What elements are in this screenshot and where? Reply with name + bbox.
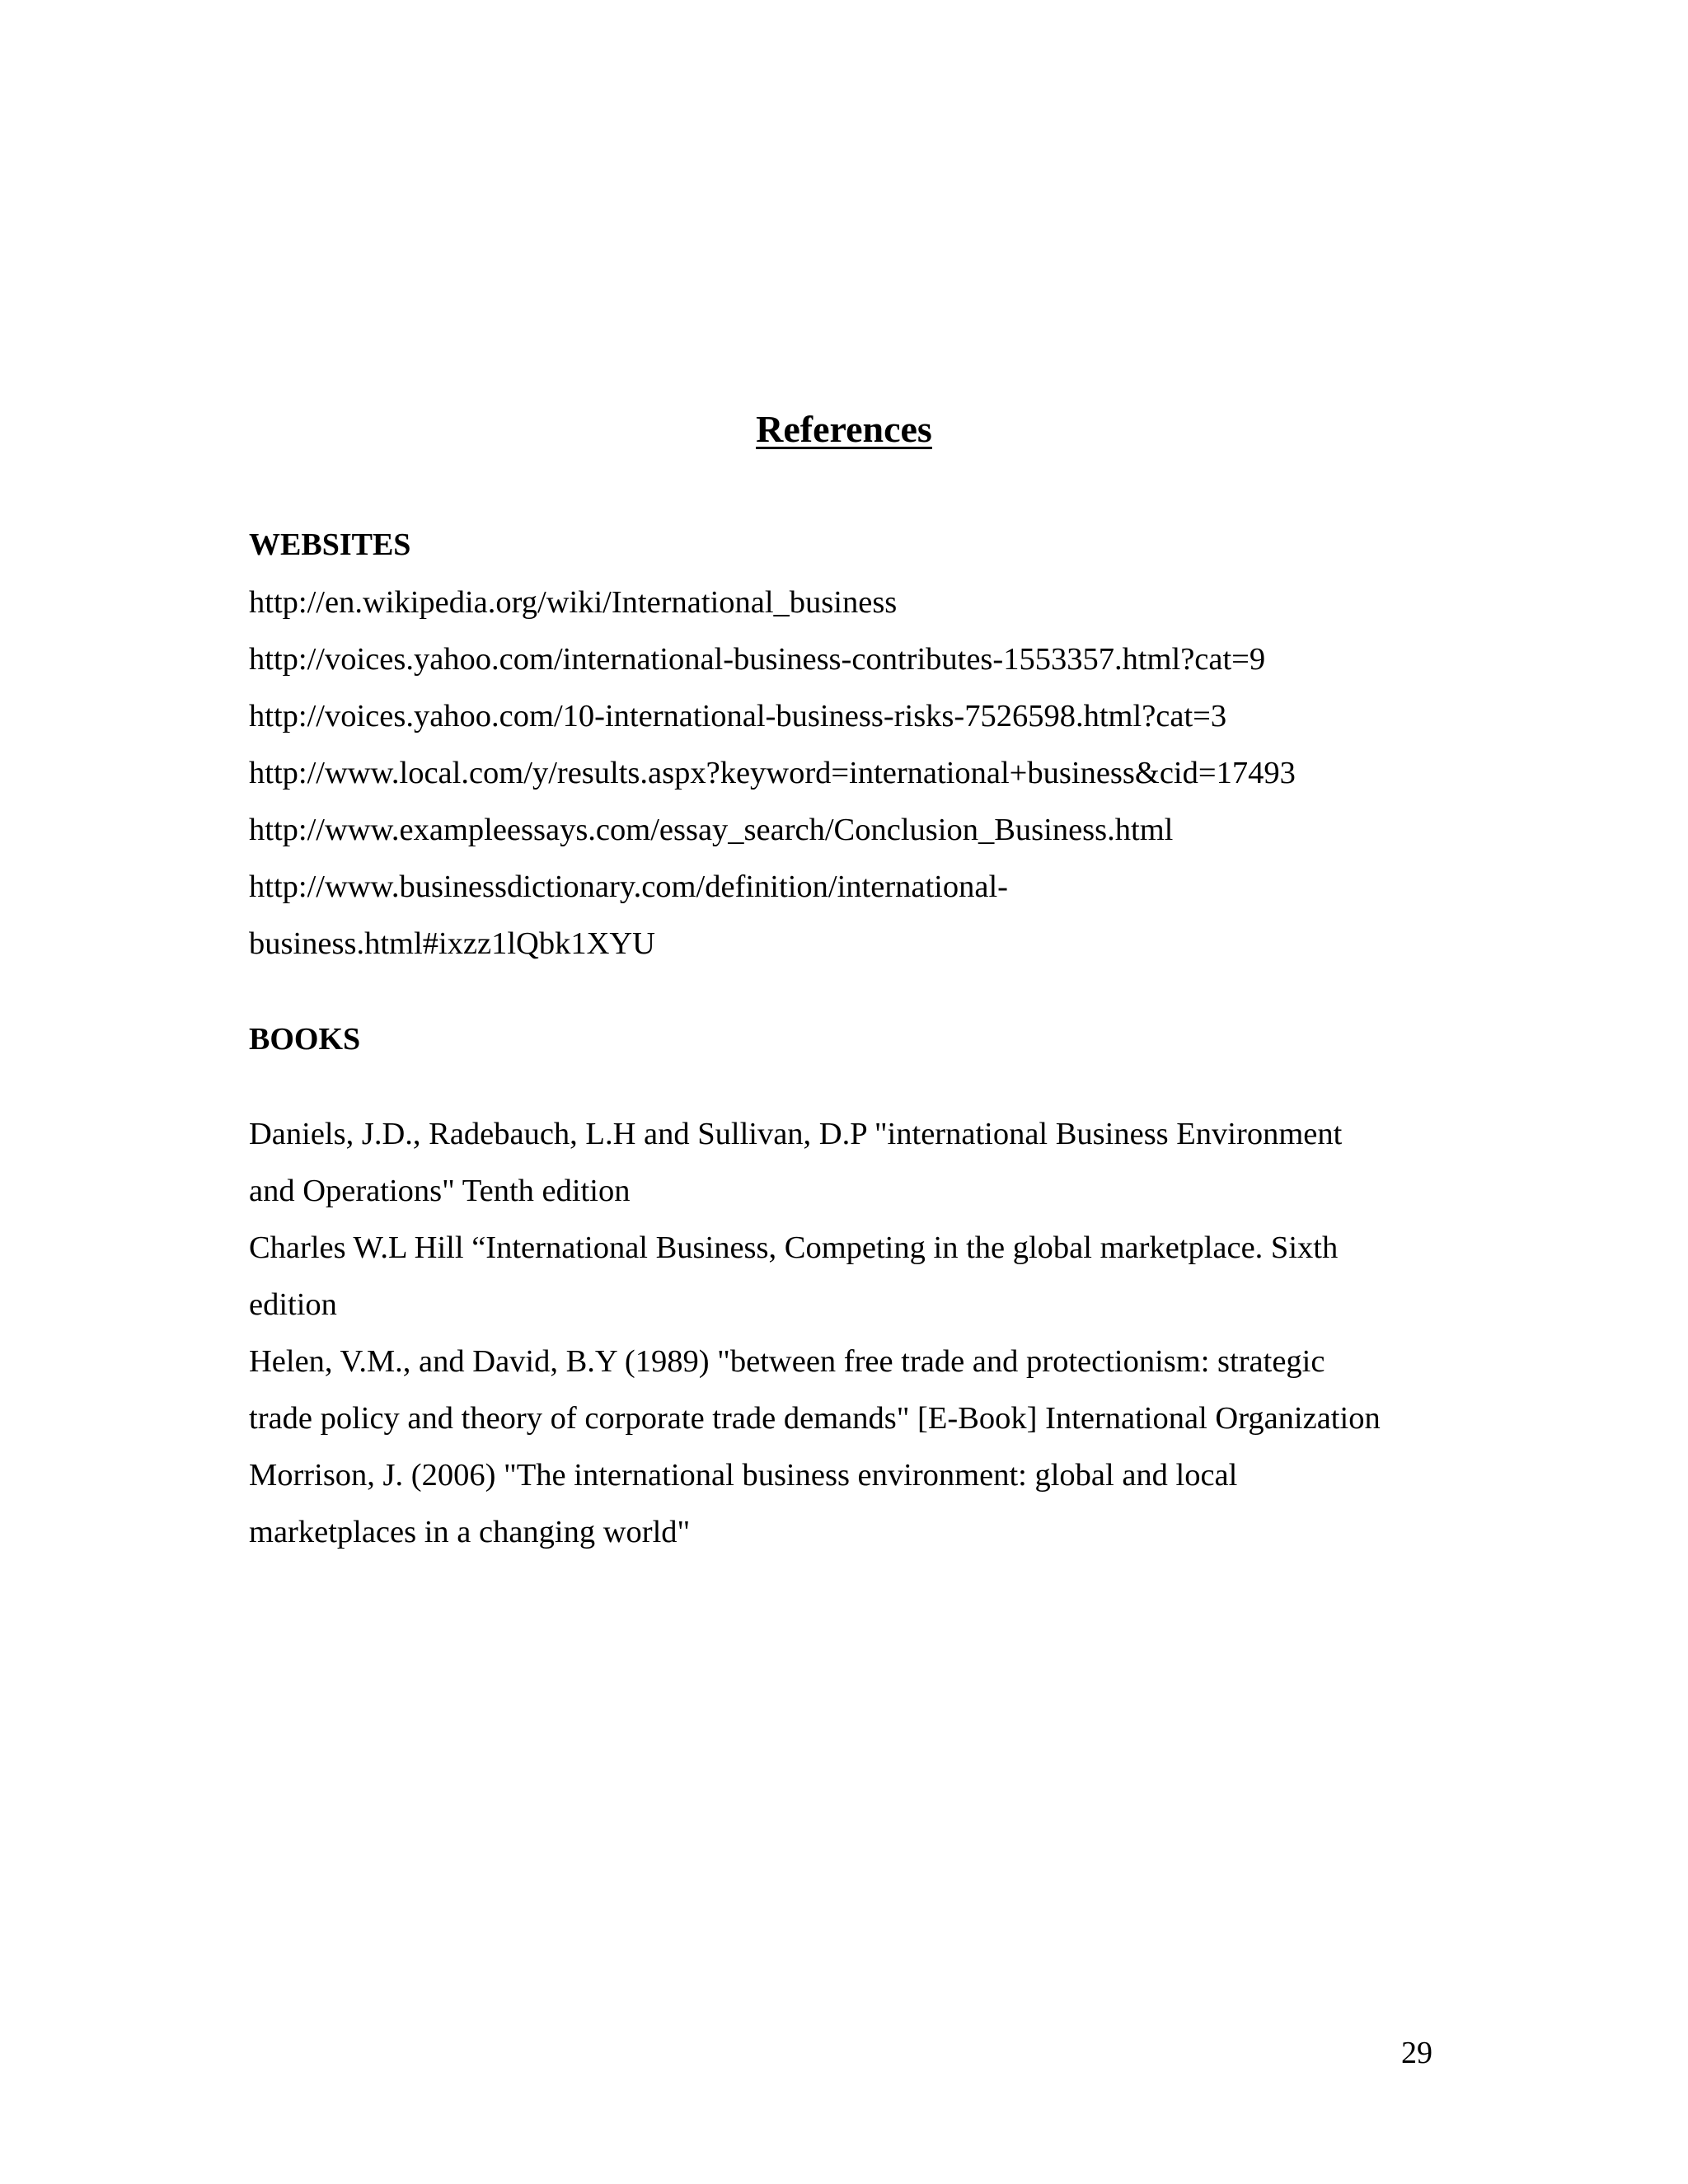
- page-title: References: [756, 408, 932, 450]
- website-reference: http://voices.yahoo.com/10-international-business-risks-7526598.html?cat=3: [249, 699, 1227, 733]
- book-reference-continuation: and Operations" Tenth edition: [249, 1174, 631, 1208]
- website-reference-continuation: business.html#ixzz1lQbk1XYU: [249, 926, 655, 961]
- book-reference-continuation: trade policy and theory of corporate trade demands" [E-Book] International Organization: [249, 1401, 1381, 1436]
- books-heading: BOOKS: [249, 1022, 361, 1057]
- websites-heading: WEBSITES: [249, 527, 411, 562]
- page-number: 29: [1401, 2036, 1432, 2070]
- book-reference-continuation: marketplaces in a changing world": [249, 1515, 691, 1549]
- book-reference: Charles W.L Hill “International Business, Competing in the global marketplace. Sixth: [249, 1230, 1339, 1265]
- book-reference: Daniels, J.D., Radebauch, L.H and Sullivan, D.P "international Business Environment: [249, 1117, 1343, 1151]
- book-reference: Helen, V.M., and David, B.Y (1989) "between free trade and protectionism: strategic: [249, 1344, 1325, 1379]
- website-reference: http://www.local.com/y/results.aspx?keyword=international+business&cid=17493: [249, 756, 1296, 790]
- book-reference-continuation: edition: [249, 1287, 337, 1322]
- website-reference: http://en.wikipedia.org/wiki/International_business: [249, 585, 898, 620]
- book-reference: Morrison, J. (2006) "The international business environment: global and local: [249, 1458, 1238, 1493]
- website-reference: http://voices.yahoo.com/international-business-contributes-1553357.html?cat=9: [249, 642, 1266, 677]
- website-reference: http://www.businessdictionary.com/definition/international-: [249, 869, 1008, 904]
- website-reference: http://www.exampleessays.com/essay_search/Conclusion_Business.html: [249, 813, 1174, 847]
